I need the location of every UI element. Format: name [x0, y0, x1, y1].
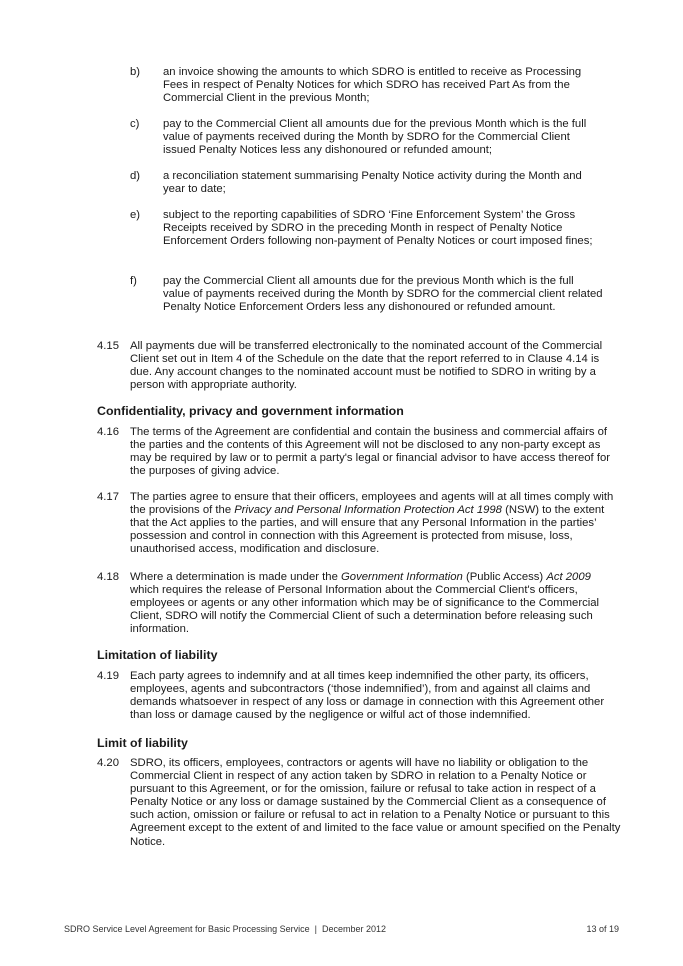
clause-text	[130, 571, 622, 636]
item-text: an invoice showing the amounts to which SDRO is entitled to receive as Processing Fees in respect of Penalty Notices for which SDRO has received Part As from the Commercial Client in the previous Month;	[163, 66, 582, 105]
clause-number: 4.15	[97, 340, 119, 352]
clause-text: Each party agrees to indemnify and at all times keep indemnified the other party, its officers, employees, agents and subcontractors (‘those indemnified’), from and against all claims and demands whatsoever in respect of any loss or damage in connection with this Agreement other than loss or damage caused by the negligence or wilful act of those indemnified.	[130, 670, 605, 722]
item-label: d)	[130, 170, 141, 182]
clause-text: All payments due will be transferred electronically to the nominated account of the Commercial Client set out in Item 4 of the Schedule on the date that the report referred to in Clause 4.14 is due. Any account changes to the nominated account must be notified to SDRO in writing by a person with appropriate authority.	[130, 340, 603, 392]
section-heading: Limit of liability	[97, 736, 188, 750]
clause-text-part: (NSW) to the extent that the Act applies to the parties, and will ensure that any Personal Information in the parties’ possession and control in connection with this Agreement is protected from misuse, loss, unauthorised access, modification and disclosure.	[130, 504, 605, 556]
clause-number: 4.18	[97, 571, 119, 583]
section-heading: Confidentiality, privacy and government information	[97, 404, 404, 418]
clause-number: 4.20	[97, 757, 119, 769]
clause-text	[130, 491, 622, 556]
clause-text: The terms of the Agreement are confidential and contain the business and commercial affairs of the parties and the contents of this Agreement will not be disclosed to any non-party except as may be required by law or to permit a party's legal or financial advisor to have access thereof for the purposes of giving advice.	[130, 426, 610, 478]
clause-number: 4.17	[97, 491, 119, 503]
item-label: e)	[130, 209, 141, 221]
item-text: pay the Commercial Client all amounts due for the previous Month which is the full value of payments received during the Month by SDRO for the commercial client related Penalty Notice Enforcement Orders less any dishonoured or refunded amount.	[163, 275, 603, 314]
item-text: subject to the reporting capabilities of SDRO ‘Fine Enforcement System’ the Gross Receipts received by SDRO in the preceding Month in respect of Penalty Notice Enforcement Orders following non-payment of Penalty Notices or court imposed fines;	[163, 209, 593, 248]
item-label: c)	[130, 118, 140, 130]
clause-text-part: (Public Access)	[462, 571, 547, 583]
act-title: Government Information	[341, 571, 463, 583]
clause-text-part: which requires the release of Personal Information about the Commercial Client's officers, employees or agents or any other information which may be of significance to the Commercial Client, SDRO will notify the Commercial Client of such a determination before releasing such information.	[130, 584, 600, 636]
clause-number: 4.19	[97, 670, 119, 682]
item-label: b)	[130, 66, 141, 78]
page-number: 13 of 19	[586, 924, 619, 934]
item-label: f)	[130, 275, 137, 287]
clause-text-part: Where a determination is made under the	[130, 571, 341, 583]
act-title: Privacy and Personal Information Protection Act 1998	[234, 504, 502, 517]
act-title: Act 2009	[546, 571, 591, 583]
section-heading: Limitation of liability	[97, 648, 218, 662]
clause-text: SDRO, its officers, employees, contractors or agents will have no liability or obligation to the Commercial Client in respect of any action taken by SDRO in relation to a Penalty Notice or pursuant to this Agreement, or for the omission, failure or refusal to take action in respect of a Penalty Notice or any loss or damage sustained by the Commercial Client as a consequence of such action, omission or failure or refusal to act in relation to a Penalty Notice or pursuant to this Agreement except to the extent of and limited to the face value or amount specified on the Penalty Notice.	[130, 757, 621, 848]
footer-title: SDRO Service Level Agreement for Basic Processing Service | December 2012	[64, 924, 386, 934]
item-text: a reconciliation statement summarising Penalty Notice activity during the Month and year to date;	[163, 170, 582, 196]
clause-text-part: The parties agree to ensure that their officers, employees and agents will at all times comply with the provisions of the	[130, 491, 614, 517]
clause-number: 4.16	[97, 426, 119, 438]
item-text: pay to the Commercial Client all amounts due for the previous Month which is the full value of payments received during the Month by SDRO for the Commercial Client issued Penalty Notices less any dishonoured or refunded amount;	[163, 118, 587, 157]
